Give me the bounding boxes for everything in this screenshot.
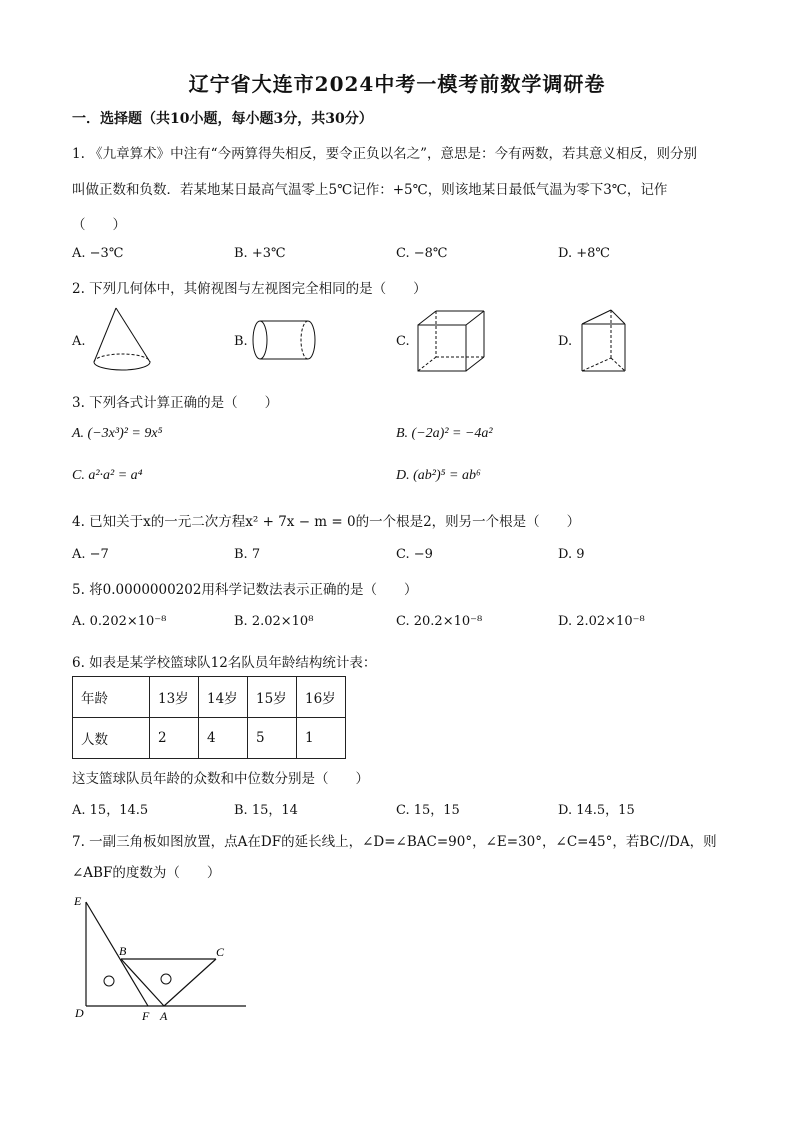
q5-option-b: B. 2.02×10⁸ xyxy=(234,614,314,629)
table-cell: 人数 xyxy=(73,718,150,759)
figure-label-c: C xyxy=(216,945,225,959)
figure-label-f: F xyxy=(142,1009,150,1023)
table-cell: 16岁 xyxy=(297,677,346,718)
figure-label-e: E xyxy=(74,894,82,908)
q3-option-c: C. a²·a² = a⁴ xyxy=(72,468,143,483)
q6-text: 6. 如表是某学校篮球队12名队员年龄结构统计表： xyxy=(72,655,377,671)
q6-option-d: D. 14.5，15 xyxy=(558,803,635,818)
q2-label-d: D. xyxy=(558,334,573,349)
q1-text-line3: （ ） xyxy=(72,217,126,233)
q3-option-a: A. (−3x³)² = 9x⁵ xyxy=(72,426,163,441)
q4-text: 4. 已知关于x的一元二次方程x² + 7x − m = 0的一个根是2，则另一个根是（ ） xyxy=(72,514,581,530)
q4-option-c: C. −9 xyxy=(396,547,433,562)
table-row xyxy=(73,677,346,718)
q7-text-line2: ∠ABF的度数为（ ） xyxy=(72,865,221,881)
section-heading: 一．选择题（共10小题，每小题3分，共30分） xyxy=(72,111,373,127)
q5-option-d: D. 2.02×10⁻⁸ xyxy=(558,614,645,629)
q1-text-line1: 1. 《九章算术》中注有“今两算得失相反，要令正负以名之”，意思是：今有两数，若其意义相反，则分别 xyxy=(72,146,697,162)
q2-text: 2. 下列几何体中，其俯视图与左视图完全相同的是（ ） xyxy=(72,281,427,297)
table-cell: 15岁 xyxy=(248,677,297,718)
figure-label-a: A xyxy=(160,1009,168,1023)
q1-option-d: D. +8℃ xyxy=(558,246,610,261)
q4-option-a: A. −7 xyxy=(72,547,109,562)
q3-option-b: B. (−2a)² = −4a² xyxy=(396,426,493,441)
q3-option-d: D. (ab²)⁵ = ab⁶ xyxy=(396,468,481,483)
table-cell: 2 xyxy=(150,718,199,759)
table-cell: 1 xyxy=(297,718,346,759)
q1-option-b: B. +3℃ xyxy=(234,246,286,261)
table-cell: 14岁 xyxy=(199,677,248,718)
q6-option-c: C. 15，15 xyxy=(396,803,460,818)
age-table xyxy=(72,676,346,759)
table-cell: 5 xyxy=(248,718,297,759)
q2-label-c: C. xyxy=(396,334,410,349)
q5-option-c: C. 20.2×10⁻⁸ xyxy=(396,614,483,629)
q5-text: 5. 将0.0000000202用科学记数法表示正确的是（ ） xyxy=(72,582,418,598)
cone-icon xyxy=(88,306,158,374)
q6-question: 这支篮球队员年龄的众数和中位数分别是（ ） xyxy=(72,771,369,787)
triangular-prism-icon xyxy=(578,308,630,374)
q4-option-d: D. 9 xyxy=(558,547,585,562)
q4-option-b: B. 7 xyxy=(234,547,261,562)
table-cell: 13岁 xyxy=(150,677,199,718)
cylinder-icon xyxy=(252,318,322,364)
page-title: 辽宁省大连市2024中考一模考前数学调研卷 xyxy=(188,72,606,96)
q2-label-b: B. xyxy=(234,334,248,349)
q1-text-line2: 叫做正数和负数．若某地某日最高气温零上5℃记作：+5℃，则该地某日最低气温为零下3℃，记作 xyxy=(72,182,668,198)
triangle-set-figure xyxy=(70,890,255,1025)
q6-option-a: A. 15，14.5 xyxy=(72,803,149,818)
figure-label-b: B xyxy=(119,944,127,958)
q3-text: 3. 下列各式计算正确的是（ ） xyxy=(72,395,279,411)
q2-label-a: A. xyxy=(72,334,86,349)
cube-icon xyxy=(414,309,490,373)
table-cell: 年龄 xyxy=(73,677,150,718)
q1-option-c: C. −8℃ xyxy=(396,246,448,261)
table-cell: 4 xyxy=(199,718,248,759)
q6-option-b: B. 15，14 xyxy=(234,803,298,818)
table-row xyxy=(73,718,346,759)
q7-text-line1: 7. 一副三角板如图放置，点A在DF的延长线上，∠D=∠BAC=90°，∠E=30°，∠C=45°，若BC//DA，则 xyxy=(72,834,717,850)
q5-option-a: A. 0.202×10⁻⁸ xyxy=(72,614,167,629)
figure-label-d: D xyxy=(75,1006,84,1020)
q1-option-a: A. −3℃ xyxy=(72,246,124,261)
